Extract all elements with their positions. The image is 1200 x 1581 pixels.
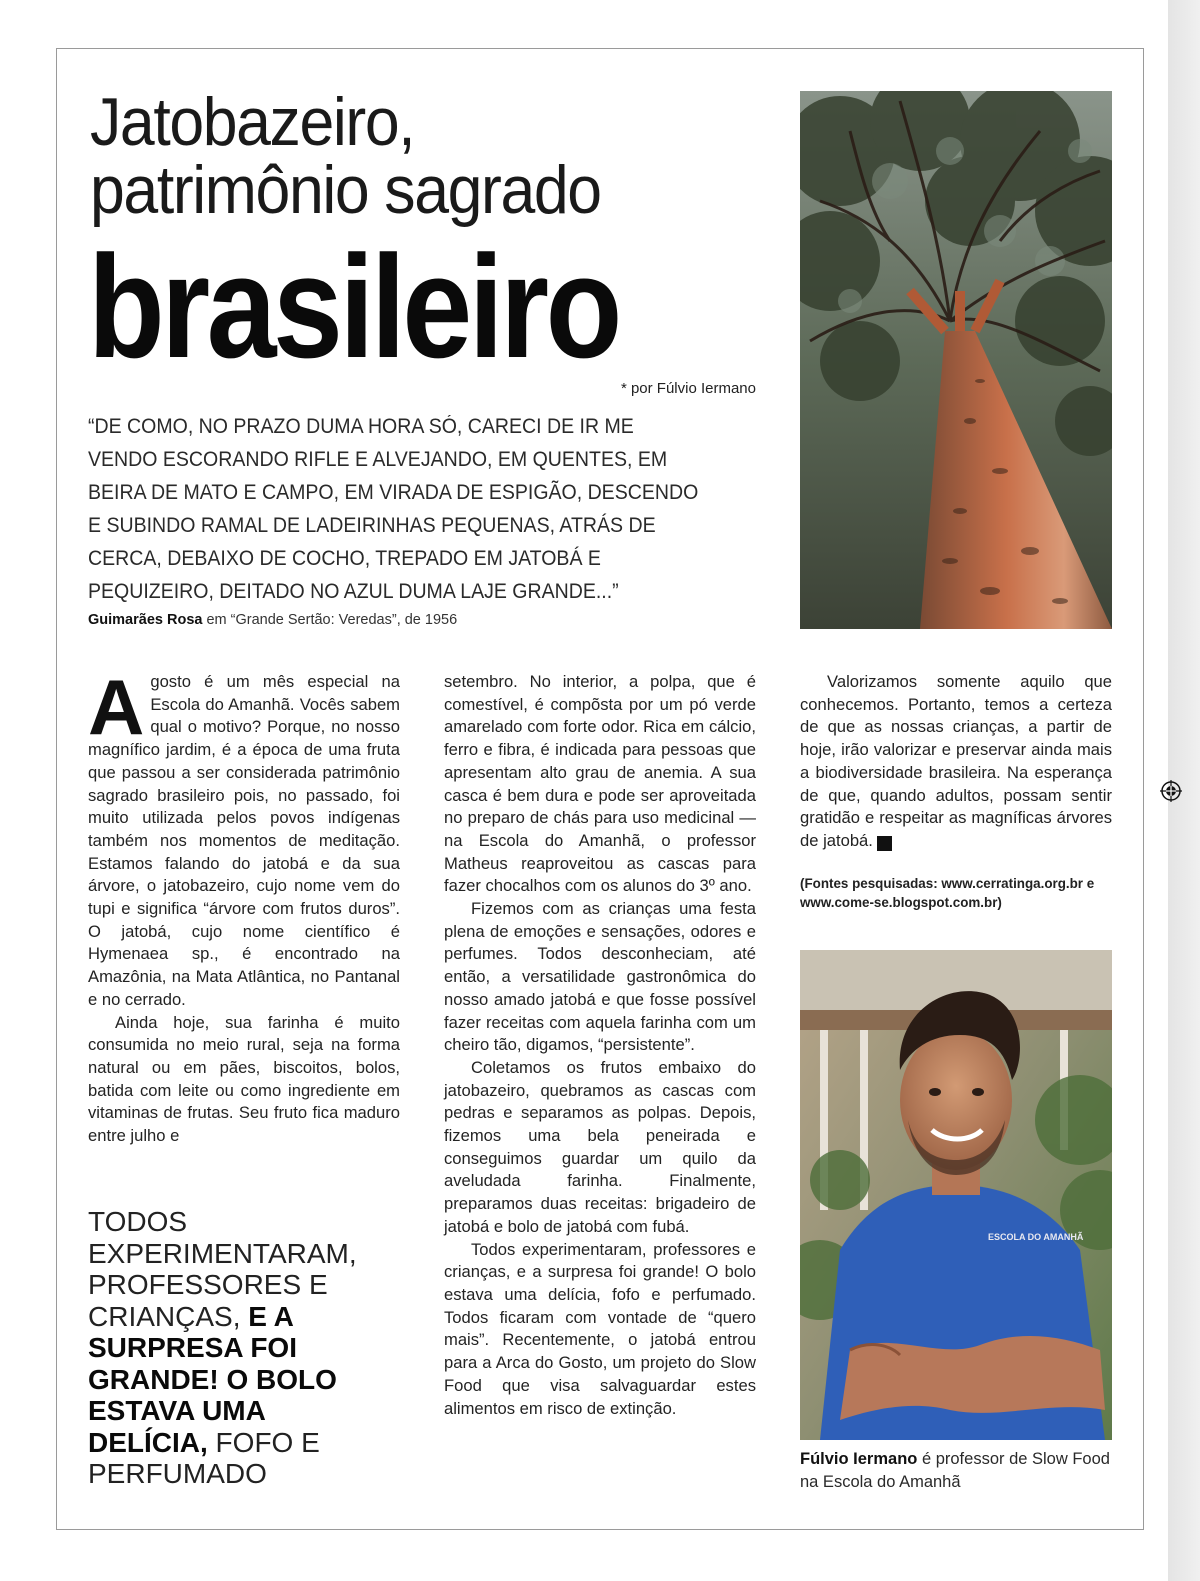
article-paragraph: Todos experimentaram, professores e crianças, e a surpresa foi grande! O bolo estava uma delícia, fofo e perfumado. Todos ficaram com vontade de “quero mais”. Recentemente, o jatobá entrou para a Arca do Gosto, um projeto do Slow Food que visa salvaguardar estes alimentos em risco de extinção. xyxy=(444,1239,756,1418)
author-portrait-photo xyxy=(800,950,1112,1440)
pull-quote xyxy=(88,1206,358,1490)
end-of-article-icon: r xyxy=(877,836,892,851)
pull-quote-bold: E A SURPRESA FOI GRANDE! O BOLO ESTAVA UMA DELÍCIA, xyxy=(88,1300,337,1458)
pull-quote-light-end: FOFO E PERFUMADO xyxy=(88,1426,320,1489)
pull-quote-light: TODOS EXPERIMENTARAM, PROFESSORES E CRIANÇAS, xyxy=(88,1206,357,1332)
registration-mark-icon xyxy=(1160,780,1182,802)
headline-light xyxy=(90,84,725,228)
article-column-1 xyxy=(88,663,400,1148)
caption-name: Fúlvio Iermano xyxy=(800,1450,918,1468)
article-column-3 xyxy=(800,671,1112,853)
byline: * por Fúlvio Iermano xyxy=(620,380,756,397)
jatobazeiro-tree-photo xyxy=(800,91,1112,629)
shirt-logo-text: ESCOLA DO AMANHÃ xyxy=(988,1232,1084,1242)
article-paragraph: Ainda hoje, sua farinha é muito consumida no meio rural, seja na forma natural ou em pães, biscoitos, bolos, batida com leite ou como ingrediente em vitaminas de frutas. Seu fruto fica maduro entre julho e xyxy=(88,1012,400,1146)
headline-line-2: patrimônio sagrado xyxy=(90,152,601,228)
caption-text: é professor de Slow Food na Escola do Amanhã xyxy=(800,1450,1110,1491)
article-paragraph: setembro. No interior, a polpa, que é comestível, é compõsta por um pó verde amarelado com forte odor. Rica em cálcio, ferro e fibra, é indicada para pessoas que apresentam alto grau de anemia. A sua casca é bem dura e pode ser aproveitada no preparo de chás para uso medicinal — na Escola do Amanhã, o professor Matheus reaproveitou as cascas para fazer chocalhos com os alunos do 3º ano. xyxy=(444,672,756,896)
sources-note xyxy=(800,874,1120,912)
epigraph-quote: “DE COMO, NO PRAZO DUMA HORA SÓ, CARECI DE IR ME VENDO ESCORANDO RIFLE E ALVEJANDO, EM QUENTES, EM BEIRA DE MATO E CAMPO, EM VIRADA DE ESPIGÃO, DESCENDO E SUBINDO RAMAL DE LADEIRINHAS PEQUENAS, ATRÁS DE CERCA, DEBAIXO DE COCHO, TREPADO EM JATOBÁ E PEQUIZEIRO, DEITADO NO AZUL DUMA LAJE GRANDE...” xyxy=(88,415,699,603)
sources-line-2: www.come-se.blogspot.com.br) xyxy=(800,895,1002,910)
epigraph-source xyxy=(88,612,728,628)
article-paragraph: Coletamos os frutos embaixo do jatobazeiro, quebramos as cascas com pedras e separamos as polpas. Depois, fizemos uma bela peneirada e conseguimos guardar um quilo da aveludada farinha. Finalmente, preparamos duas receitas: brigadeiro de jatobá e bolo de jatobá com fubá. xyxy=(444,1057,756,1236)
headline-bold: brasileiro xyxy=(88,225,619,388)
headline-line-1: Jatobazeiro, xyxy=(90,84,415,160)
article-column-2 xyxy=(444,671,756,1420)
drop-cap: A xyxy=(88,663,145,751)
article-paragraph: gosto é um mês especial na Escola do Amanhã. Vocês sabem qual o motivo? Porque, no nosso magnífico jardim, é a época de uma fruta que passou a ser considerada patrimônio sagrado brasileiro pois, no passado, foi muito utilizada pelos povos indígenas também nos momentos de meditação. Estamos falando do jatobá e da sua árvore, o jatobazeiro, cujo nome vem do tupi e significa “árvore com frutos duros”. O jatobá, cujo nome científico é Hymenaea sp., é encontrado na Amazônia, na Mata Atlântica, no Pantanal e no cerrado. xyxy=(88,672,400,1009)
epigraph-author: Guimarães Rosa xyxy=(88,612,203,628)
article-paragraph: Fizemos com as crianças uma festa plena de emoções e sensações, odores e perfumes. Todos desconheciam, até então, a versatilidade gastronômica do nosso amado jatobá e que fosse possível fazer receitas com aquela farinha com um cheiro tão, digamos, “persistente”. xyxy=(444,899,756,1055)
photo-caption xyxy=(800,1448,1110,1494)
epigraph-work: em “Grande Sertão: Veredas”, de 1956 xyxy=(202,612,458,628)
sources-line-1: (Fontes pesquisadas: www.cerratinga.org.br e xyxy=(800,876,1095,891)
article-paragraph: Valorizamos somente aquilo que conhecemos. Portanto, temos a certeza de que as nossas crianças, a partir de hoje, irão valorizar e preservar ainda mais a biodiversidade brasileira. Na esperança de que, quando adultos, possam sentir gratidão e respeitar as magníficas árvores de jatobá. xyxy=(800,672,1112,850)
